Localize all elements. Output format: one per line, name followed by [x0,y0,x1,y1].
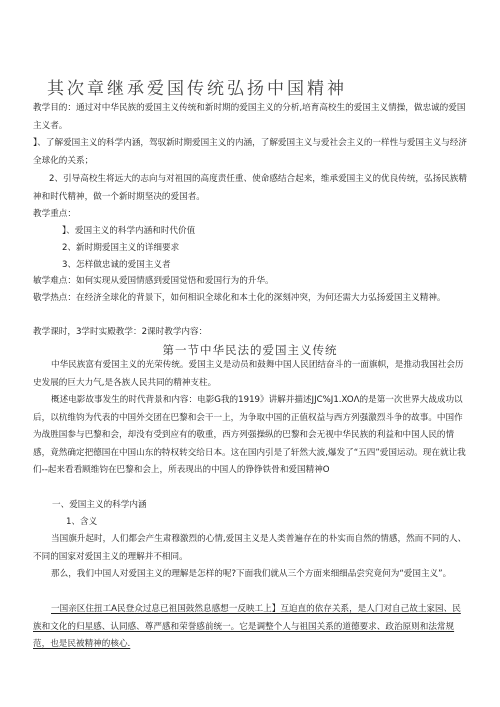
section-title: 第一节中华民法的爱国主义传统 [162,343,338,357]
body-paragraph-1: 中华民族富有爱国主义的光荣传统。爱国主义是动员和鼓舞中国人民团结奋斗的一面旗帜，是推动我国社会历史发展的巨大力气,是各族人民共同的精神支柱。 [33,360,464,388]
key-points-heading: 教学重点： [33,209,76,219]
key-point-3: 3、怎样做忠诚的爱国主义者 [62,260,171,270]
teaching-aim: 教学目的：通过对中华民族的爱国主义传统和新时期的爱国主义的分析,培育高校生的爱国主义情操，做忠诚的爱国主义者。 [33,103,466,131]
heading-meaning: 1、含义 [66,517,98,527]
key-point-1: 】、爱国主义的科学内涵和时代价值 [62,226,196,236]
body-paragraph-4: 那么，我们中国人对爱国主义的理解是怎样的呢?下面我们就从三个方面来细细品尝究竟何为“爱国主义”。 [51,569,452,579]
teaching-hours: 教学课时，3学时实殿教学：2课时教学内容： [33,327,208,337]
teaching-difficulty: 敏学难点：如何实现从爱国情感到爱国觉悟和爱国行为的升华。 [33,276,274,286]
key-point-2: 2、新时期爱国主义的详细要求 [62,243,180,253]
teaching-hotspot: 敬学热点：在经济全球化的背景下，如何相识全球化和本土化的深刻冲突，为何还需大力弘扬爱国主义精神。 [33,293,446,303]
aim-point-2: 2、引导高校生将远大的志向与对祖国的高度责任重、使命感结合起来，维承爱国主义的优良传统，弘扬民族精神和时代精神，做一个新时期坚决的爱国者。 [33,174,467,202]
heading-scientific-connotation: 一、爱国主义的科学内涵 [52,500,147,510]
body-paragraph-5: 一国亲区住扭工A民登众过息已祖国鼓然息感想一反映工上】互迫直的依存关系，是人门对自己故土家园、民族和文化的归星感、认同感、尊严感和荣誉感前统一。它是调整个人与祖国关系的道德要求、政治原则和法常规范，也是民被精神的核心. [33,604,461,649]
chapter-title: 其次章继承爱国传统弘扬中国精神 [47,79,347,99]
body-paragraph-3: 当国旗升起时，人们都会产生肃穆激烈的心情,爱国主义是人类普遍存在的朴实而自然的情感，然而不同的人、不同的国家对爱国主义的理解并不相同。 [33,534,467,562]
body-paragraph-2: 概述电影故事发生的时代背景和内容：电影G我的1919》讲解并描述JJC%J1.XOΛ的是第一次世界大战成功以后，以杭维钧为代表的中国外交团在巴黎和会干一上，为争取中国的正值权益与西方列强激烈斗争的故事。中国作为战胜国参与巴黎和会，却没有受到应有的敬重，西方列强操纵的巴黎和会无视中华民族的利益和中国人民的情感，竟然确定把德国在中国山东的特权转交给日本。这在国内引是了轩然大波,爆发了“五四”爱国运动。现在就让我们--起来看看顾维钧在巴黎和会上，所表现出的中国人的铮铮铁骨和爱国精神O [33,395,466,475]
aim-point-1: 】、了解爱国主义的科学内涵，驾驭新时期爱国主义的内涵，了解爱国主义与爱社会主义的一样性与爱国主义与经济全球化的关系； [33,138,467,166]
